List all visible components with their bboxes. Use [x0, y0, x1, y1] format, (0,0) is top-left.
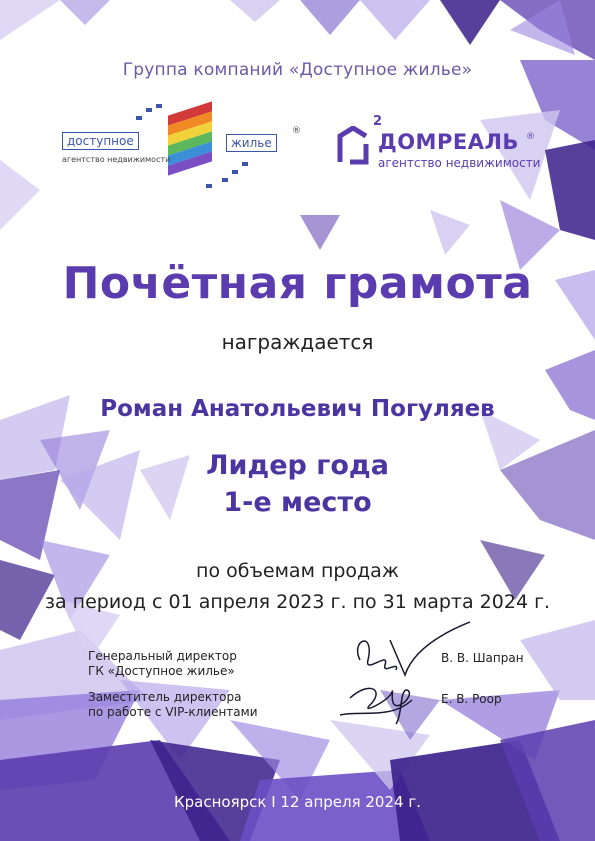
- place-date: Красноярск I 12 апреля 2024 г.: [174, 793, 421, 811]
- awarded-text: награждается: [221, 330, 374, 354]
- award-basis: по объемам продаж: [196, 560, 399, 582]
- role-line: Заместитель директора: [88, 690, 242, 704]
- domreal-house-icon: [336, 126, 370, 166]
- registered-mark: ®: [526, 132, 535, 142]
- dostupnoe-zhilye-logo: [56, 100, 306, 192]
- group-title: Группа компаний «Доступное жилье»: [122, 60, 473, 80]
- logo-superscript: 2: [373, 114, 383, 129]
- role-line: ГК «Доступное жилье»: [88, 664, 235, 678]
- award-place: 1-е место: [223, 487, 372, 518]
- certificate-title: Почётная грамота: [62, 258, 533, 309]
- domreal-logo: [336, 114, 546, 178]
- award-period: за период с 01 апреля 2023 г. по 31 марта 2024 г.: [44, 591, 551, 613]
- logo-left-word: доступное: [62, 132, 139, 150]
- logo-subtitle: агентство недвижимости: [378, 156, 541, 170]
- signatory-role: [88, 690, 258, 720]
- signatory-name: В. В. Шапран: [441, 651, 524, 665]
- signatory-name: Е. В. Роор: [441, 692, 502, 706]
- handwritten-signatures: [330, 620, 470, 730]
- recipient-name: Роман Анатольевич Погуляев: [100, 396, 495, 422]
- registered-mark: ®: [292, 126, 301, 136]
- logo-subtitle: агентство недвижимости: [62, 155, 171, 164]
- logo-name: ДОМРЕАЛЬ: [378, 130, 519, 154]
- logo-right-word: жилье: [226, 134, 277, 152]
- award-title: Лидер года: [206, 450, 389, 481]
- signatory-role: [88, 649, 237, 679]
- role-line: Генеральный директор: [88, 649, 237, 663]
- role-line: по работе с VIP-клиентами: [88, 705, 258, 719]
